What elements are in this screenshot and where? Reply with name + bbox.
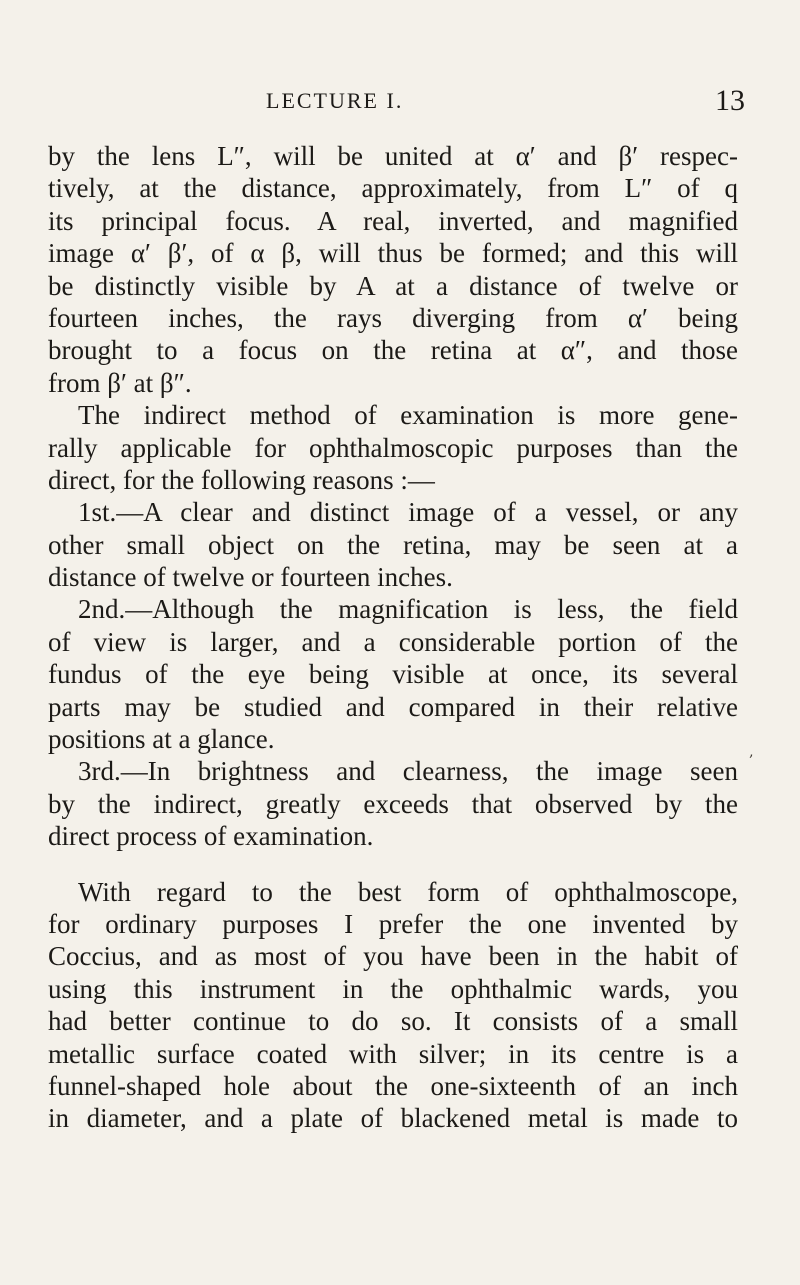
text-line: its principal focus. A real, inverted, and magnified [48, 205, 738, 236]
text-line: in diameter, and a plate of blackened metal is made to [48, 1103, 738, 1134]
text-line: positions at a glance. [48, 724, 275, 755]
text-line: parts may be studied and compared in their relative [48, 691, 738, 722]
text-line: of view is larger, and a considerable portion of the [48, 626, 738, 657]
text-line: brought to a focus on the retina at α″, and those [48, 335, 738, 366]
text-line: Coccius, and as most of you have been in the habit of [48, 941, 738, 972]
margin-mark: ‚ [749, 744, 754, 760]
text-line: tively, at the distance, approximately, from L″ of q [48, 173, 738, 204]
text-line: The indirect method of examination is more gene- [78, 400, 738, 431]
text-line: distance of twelve or fourteen inches. [48, 562, 453, 593]
text-line: for ordinary purposes I prefer the one invented by [48, 908, 738, 939]
text-line: using this instrument in the ophthalmic wards, you [48, 973, 738, 1004]
text-line: image α′ β′, of α β, will thus be formed; and this will [48, 238, 738, 269]
text-line: With regard to the best form of ophthalmoscope, [78, 876, 738, 907]
text-line: direct process of examination. [48, 821, 374, 852]
text-line: metallic surface coated with silver; in its centre is a [48, 1038, 738, 1069]
text-line: fourteen inches, the rays diverging from α′ being [48, 302, 738, 333]
paragraph-gap [48, 853, 738, 876]
text-line: from β′ at β″. [48, 367, 192, 398]
text-line: be distinctly visible by A at a distance of twelve or [48, 270, 738, 301]
text-line: 2nd.—Although the magnification is less, the field [78, 594, 738, 625]
text-line: 1st.—A clear and distinct image of a vessel, or any [78, 497, 738, 528]
running-head [0, 84, 800, 128]
body-text [48, 140, 738, 1135]
text-line: by the lens L″, will be united at α′ and β′ respec- [48, 141, 738, 171]
text-line: funnel-shaped hole about the one-sixteenth of an inch [48, 1070, 738, 1101]
text-line: had better continue to do so. It consists of a small [48, 1006, 738, 1037]
text-line: direct, for the following reasons :— [48, 464, 435, 495]
running-head-title: LECTURE I. [266, 88, 404, 113]
text-line: other small object on the retina, may be seen at a [48, 529, 738, 560]
page-number: 13 [715, 84, 745, 117]
text-line: by the indirect, greatly exceeds that observed by the [48, 788, 738, 819]
text-line: 3rd.—In brightness and clearness, the image seen [78, 756, 738, 787]
text-line: rally applicable for ophthalmoscopic purposes than the [48, 432, 738, 463]
text-line: fundus of the eye being visible at once, its several [48, 659, 738, 690]
